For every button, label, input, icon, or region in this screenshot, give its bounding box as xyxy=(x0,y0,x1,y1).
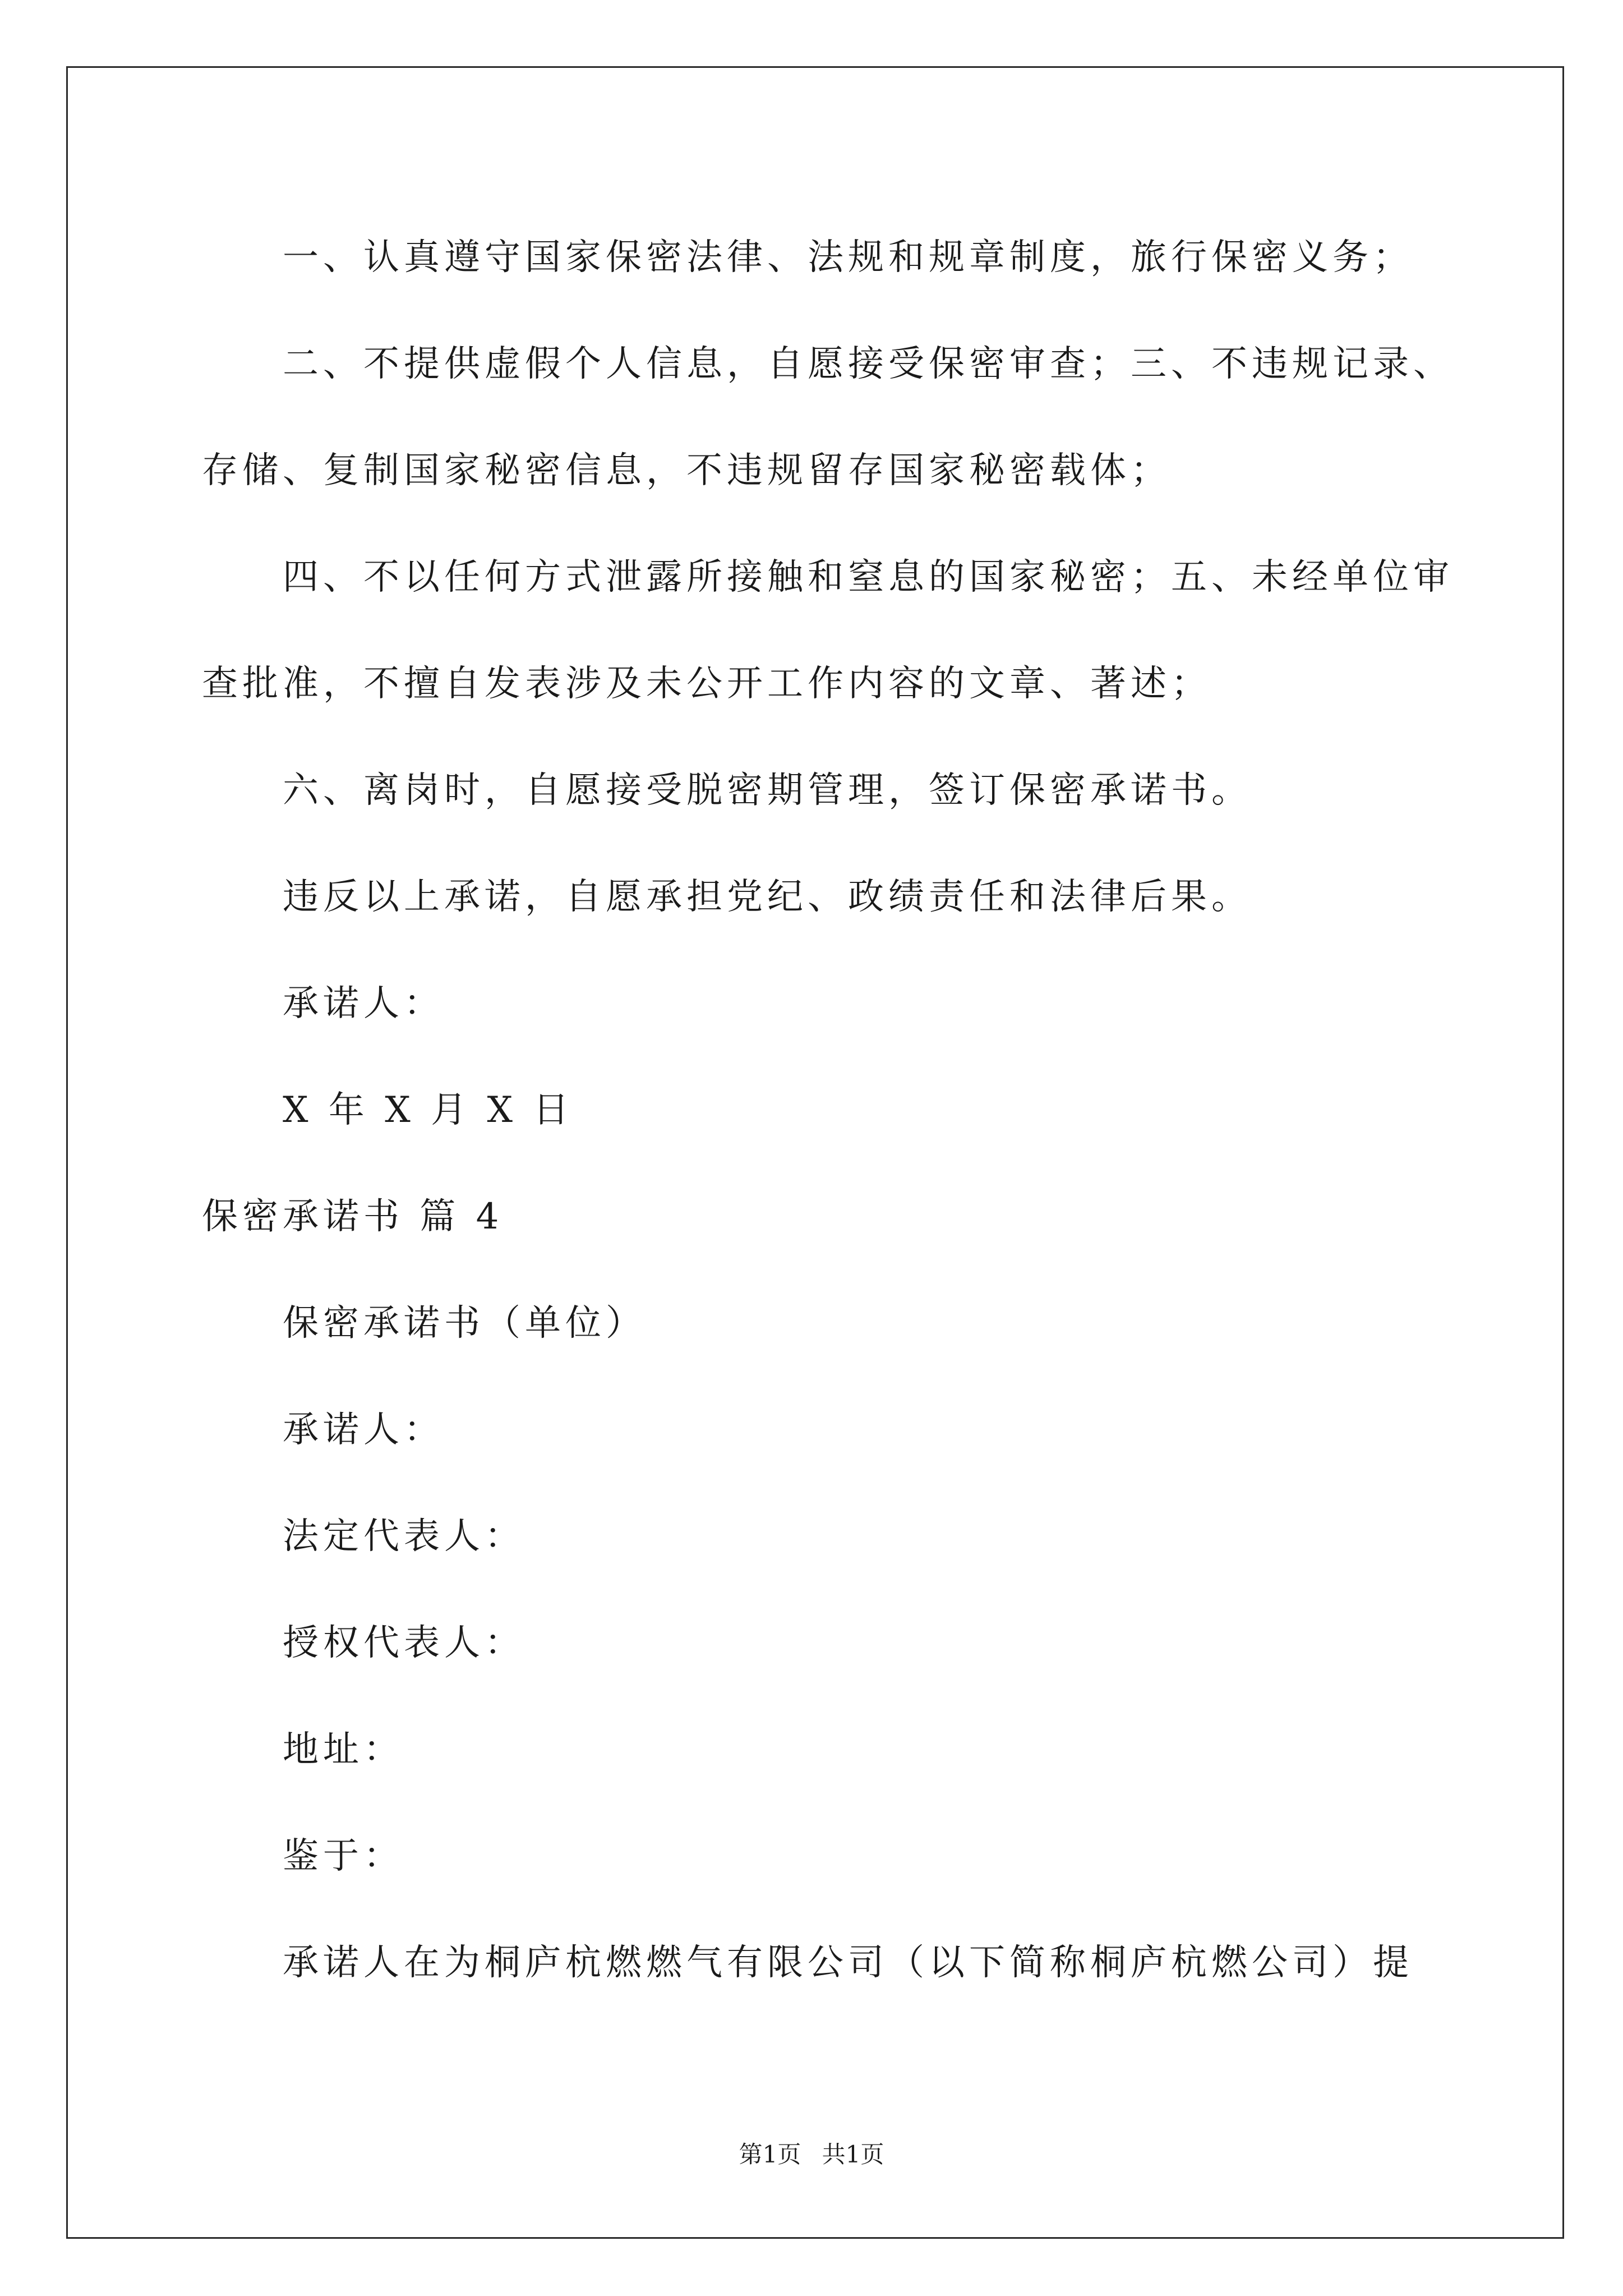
commitment-line: 存储、复制国家秘密信息，不违规留存国家秘密载体； xyxy=(202,450,1171,491)
commitment-line: 二、不提供虚假个人信息，自愿接受保密审查；三、不违规记录、 xyxy=(283,343,1454,385)
commitment-line: 查批准，不擅自发表涉及未公开工作内容的文章、著述； xyxy=(202,663,1211,705)
body-paragraph-start: 承诺人在为桐庐杭燃燃气有限公司（以下简称桐庐杭燃公司）提 xyxy=(283,1942,1413,1984)
form-title: 保密承诺书（单位） xyxy=(283,1303,646,1344)
field-promisor: 承诺人： xyxy=(283,1409,444,1451)
commitment-line: 一、认真遵守国家保密法律、法规和规章制度，旅行保密义务； xyxy=(283,237,1413,278)
document-body xyxy=(0,204,1623,2016)
field-address: 地址： xyxy=(283,1729,404,1770)
signature-label: 承诺人： xyxy=(283,983,444,1024)
field-authorized-representative: 授权代表人： xyxy=(283,1622,525,1664)
whereas-label: 鉴于： xyxy=(283,1835,404,1877)
page-number-footer: 第1页 共1页 xyxy=(739,2141,884,2168)
commitment-line: 六、离岗时，自愿接受脱密期管理，签订保密承诺书。 xyxy=(283,770,1252,811)
field-legal-representative: 法定代表人： xyxy=(283,1516,525,1557)
commitment-line: 四、不以任何方式泄露所接触和窒息的国家秘密；五、未经单位审 xyxy=(283,556,1454,598)
date-line: X 年 X 月 X 日 xyxy=(283,1089,574,1131)
closing-statement: 违反以上承诺，自愿承担党纪、政绩责任和法律后果。 xyxy=(283,876,1252,918)
section-heading: 保密承诺书 篇 4 xyxy=(202,1196,504,1237)
